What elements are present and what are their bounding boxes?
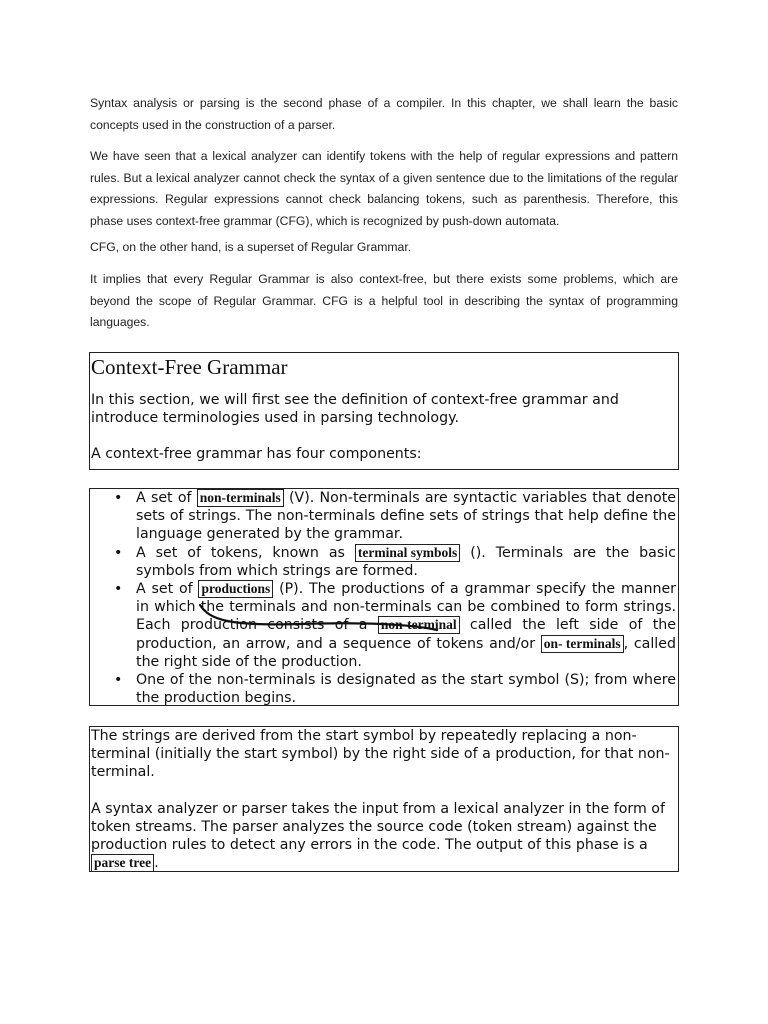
components-list-box bbox=[89, 488, 679, 706]
item-text: , called the right side of the production. bbox=[136, 635, 676, 670]
item-text: called the left side of the production, an arrow, and a sequence of tokens and/or bbox=[136, 617, 676, 652]
intro-paragraph-3: CFG, on the other hand, is a superset of Regular Grammar. bbox=[90, 240, 412, 254]
item-text: One of the non-terminals is designated as the start symbol (S); from where the production begins. bbox=[136, 672, 676, 707]
bullet-icon: • bbox=[114, 490, 123, 506]
cfg-definition-box bbox=[89, 352, 679, 470]
item-text: (P). The productions of a grammar specify the manner in which the terminals and non-terminals can be combined to form strings. Each production consists of a bbox=[136, 581, 677, 634]
item-text: (V). Non-terminals are syntactic variables that denote sets of strings. The non-terminals define sets of strings that help define the language generated by the grammar. bbox=[136, 490, 677, 543]
term-on-terminals: on- terminals bbox=[541, 635, 624, 653]
item-text: A set of bbox=[136, 581, 199, 598]
list-item bbox=[90, 544, 678, 580]
term-non-terminal: non-terminal bbox=[378, 616, 460, 634]
cfg-intro-text: In this section, we will first see the definition of context-free grammar and introduce terminologies used in parsing technology. bbox=[91, 392, 619, 427]
intro-paragraph-1: Syntax analysis or parsing is the second phase of a compiler. In this chapter, we shall learn the basic concepts used in the construction of a parser. bbox=[90, 96, 678, 132]
parser-text bbox=[91, 800, 676, 873]
intro-paragraph-4: It implies that every Regular Grammar is also context-free, but there exists some problems, which are beyond the scope of Regular Grammar. CFG is a helpful tool in describing the syntax of programming languages. bbox=[90, 272, 678, 329]
item-text: A set of tokens, known as bbox=[136, 544, 355, 561]
bullet-icon: • bbox=[114, 581, 123, 598]
cfg-components-lead: A context-free grammar has four components: bbox=[91, 446, 422, 463]
term-terminal-symbols: terminal symbols bbox=[355, 544, 460, 562]
term-non-terminals: non-terminals bbox=[197, 489, 284, 507]
parser-text-body: A syntax analyzer or parser takes the input from a lexical analyzer in the form of token streams. The parser analyzes the source code (token stream) against the production rules to detect any errors in the code. The output of this phase is a bbox=[91, 800, 665, 854]
derivation-text: The strings are derived from the start symbol by repeatedly replacing a non-terminal (initially the start symbol) by the right side of a production, for that non-terminal. bbox=[91, 728, 670, 781]
list-item bbox=[90, 671, 678, 707]
term-productions: productions bbox=[198, 580, 273, 598]
list-item bbox=[90, 580, 678, 671]
section-heading: Context-Free Grammar bbox=[91, 355, 288, 379]
parser-text-end: . bbox=[154, 855, 159, 872]
components-list bbox=[90, 489, 678, 707]
bullet-icon: • bbox=[114, 544, 123, 561]
term-parse-tree: parse tree bbox=[91, 854, 154, 872]
item-text: (). Terminals are the basic symbols from which strings are formed. bbox=[136, 544, 676, 579]
list-item bbox=[90, 489, 678, 544]
intro-paragraph-2: We have seen that a lexical analyzer can identify tokens with the help of regular expressions and pattern rules. But a lexical analyzer cannot check the syntax of a given sentence due to the limitations of the regular expressions. Regular expressions cannot check balancing tokens, such as parenthesis. Therefore, this phase uses context-free grammar (CFG), which is recognized by push-down automata. bbox=[90, 149, 678, 228]
derivation-box bbox=[89, 726, 679, 872]
bullet-icon: • bbox=[114, 672, 123, 689]
item-text: A set of bbox=[136, 490, 197, 506]
